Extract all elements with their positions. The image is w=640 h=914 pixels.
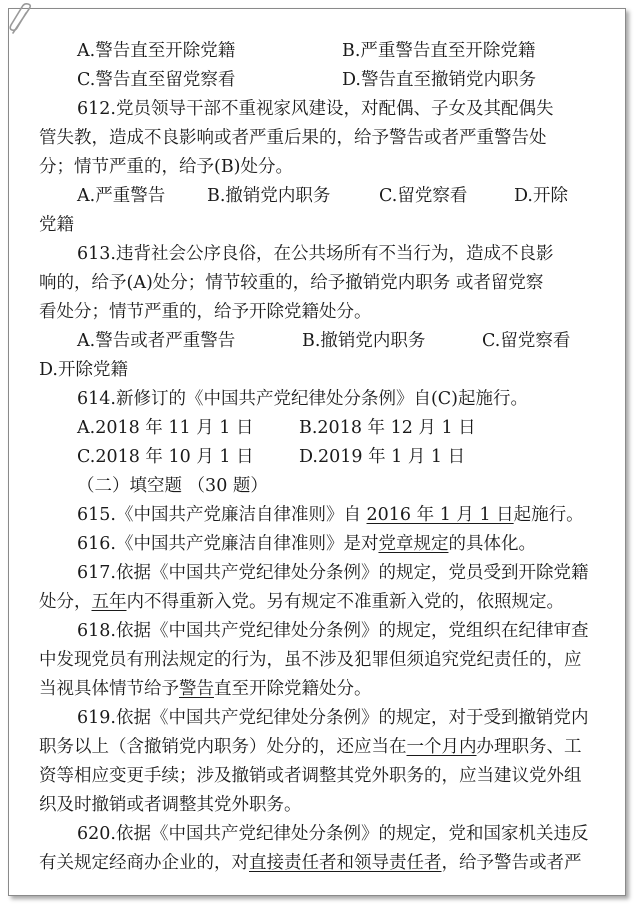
- q613-option-c: C.留党察看: [482, 331, 571, 351]
- q620-answer: 直接责任者和领导责任者: [249, 853, 442, 873]
- q618-answer: 警告: [179, 679, 214, 699]
- q612-option-a: A.严重警告: [77, 186, 166, 206]
- q617-line-1: 617.依据《中国共产党纪律处分条例》的规定，党员受到开除党籍: [77, 563, 589, 583]
- q614-line-1: 614.新修订的《中国共产党纪律处分条例》自(C)起施行。: [77, 389, 529, 409]
- q619-post: 办理职务、工: [476, 737, 582, 757]
- q619-line-1: 619.依据《中国共产党纪律处分条例》的规定，对于受到撤销党内: [77, 708, 589, 728]
- q619-pre: 职务以上（含撤销党内职务）处分的，还应当在: [39, 737, 407, 757]
- q617-answer: 五年: [91, 592, 127, 612]
- document-page: [8, 8, 626, 896]
- q615-post: 起施行。: [513, 505, 584, 525]
- q620-pre: 有关规定经商办企业的，对: [39, 853, 249, 873]
- q613-options-row: [39, 327, 611, 356]
- q612-option-d-cont: 党籍: [39, 215, 74, 235]
- document-content: [39, 37, 611, 878]
- q611-options-row-1: [39, 37, 611, 66]
- q618-line-1: 618.依据《中国共产党纪律处分条例》的规定，党组织在纪律审查: [77, 621, 589, 641]
- q613-line-3: 看处分；情节严重的，给予开除党籍处分。: [39, 302, 372, 322]
- q618-line-3: [39, 675, 611, 704]
- q613-option-b: B.撤销党内职务: [302, 331, 426, 351]
- q613-line-1: 613.违背社会公序良俗，在公共场所有不当行为，造成不良影: [77, 244, 554, 264]
- q611-option-a: A.警告直至开除党籍: [77, 41, 236, 61]
- q612-option-b: B.撤销党内职务: [207, 186, 331, 206]
- q611-option-c: C.警告直至留党察看: [77, 70, 236, 90]
- q611-option-d: D.警告直至撤销党内职务: [342, 70, 536, 90]
- q619-line-3: 资等相应变更手续；涉及撤销或者调整其党外职务的，应当建议党外组: [39, 766, 582, 786]
- q615-answer: 2016 年 1 月 1 日: [366, 505, 514, 525]
- paperclip-icon: [7, 3, 37, 37]
- q616-answer: 党章规定: [378, 534, 449, 554]
- q614-options-row-1: [39, 414, 611, 443]
- q618-line-2: 中发现党员有刑法规定的行为，虽不涉及犯罪但须追究党纪责任的，应: [39, 650, 582, 670]
- q612-line-3: 分；情节严重的，给予(B)处分。: [39, 157, 294, 177]
- q619-line-4: 织及时撤销或者调整其党外职务。: [39, 795, 302, 815]
- q619-line-2: [39, 733, 611, 762]
- q612-line-2: 管失教，造成不良影响或者严重后果的，给予警告或者严重警告处: [39, 128, 547, 148]
- q618-pre: 当视具体情节给予: [39, 679, 179, 699]
- q617-line-2: [39, 588, 611, 617]
- q619-answer: 一个月内: [406, 737, 477, 757]
- q615-line: [39, 501, 611, 530]
- q611-option-b: B.严重警告直至开除党籍: [342, 41, 536, 61]
- q612-option-c: C.留党察看: [379, 186, 468, 206]
- q620-line-2: [39, 849, 611, 878]
- q618-post: 直至开除党籍处分。: [214, 679, 372, 699]
- q613-line-2: 响的，给予(A)处分；情节较重的，给予撤销党内职务 或者留党察: [39, 273, 544, 293]
- q614-option-d: D.2019 年 1 月 1 日: [299, 447, 466, 467]
- q611-options-row-2: [39, 66, 611, 95]
- q616-post: 的具体化。: [448, 534, 536, 554]
- q620-line-1: 620.依据《中国共产党纪律处分条例》的规定，党和国家机关违反: [77, 824, 589, 844]
- q616-line: [39, 530, 611, 559]
- q612-option-d: D.开除: [514, 186, 568, 206]
- q614-option-a: A.2018 年 11 月 1 日: [77, 418, 254, 438]
- q612-options-row: [39, 182, 611, 211]
- q613-option-a: A.警告或者严重警告: [77, 331, 236, 351]
- q613-option-d: D.开除党籍: [39, 360, 128, 380]
- q612-line-1: 612.党员领导干部不重视家风建设，对配偶、子女及其配偶失: [77, 99, 554, 119]
- q614-option-b: B.2018 年 12 月 1 日: [299, 418, 476, 438]
- q617-post: 内不得重新入党。另有规定不准重新入党的，依照规定。: [126, 592, 564, 612]
- q614-option-c: C.2018 年 10 月 1 日: [77, 447, 254, 467]
- q615-pre: 615.《中国共产党廉洁自律准则》自: [77, 505, 367, 525]
- q617-pre: 处分，: [39, 592, 92, 612]
- q616-pre: 616.《中国共产党廉洁自律准则》是对: [77, 534, 379, 554]
- section-title: （二）填空题 （30 题）: [77, 476, 268, 496]
- q620-post: ，给予警告或者严: [441, 853, 582, 873]
- q614-options-row-2: [39, 443, 611, 472]
